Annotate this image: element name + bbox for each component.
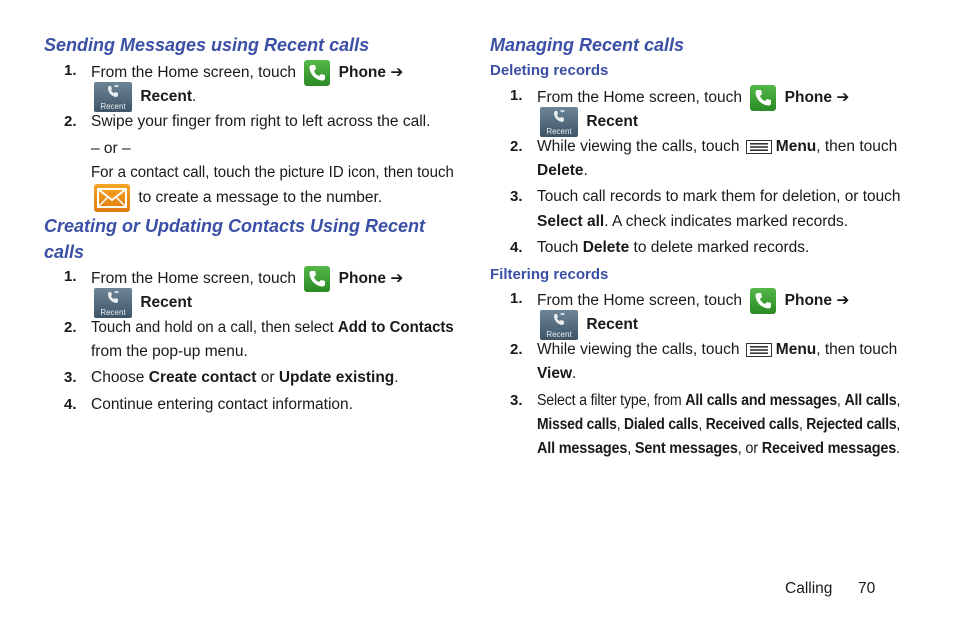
footer-section-label: Calling <box>785 580 833 597</box>
section-title-managing: Managing Recent calls <box>490 35 685 55</box>
message-envelope-icon <box>94 184 130 212</box>
or-separator: – or – <box>91 140 131 157</box>
phone-label: Phone ➔ <box>338 64 404 82</box>
step-text: For a contact call, touch the picture ID icon, then touch <box>91 164 454 181</box>
step-number: 3. <box>510 392 523 409</box>
step-text: Select a filter type, from All calls and messages, All calls, <box>537 392 901 409</box>
phone-label: Phone ➔ <box>338 270 404 288</box>
phone-label: Phone ➔ <box>784 292 850 310</box>
step-number: 1. <box>64 268 77 285</box>
step-number: 1. <box>510 87 523 104</box>
step-text: Recent Recent. <box>94 82 196 112</box>
phone-icon <box>304 266 330 292</box>
step-text: From the Home screen, touch Phone ➔ <box>91 266 403 292</box>
step-text: While viewing the calls, touch Menu, then touch <box>537 341 898 358</box>
recent-label: Recent <box>586 316 638 334</box>
recent-calls-icon: Recent <box>94 288 132 318</box>
step-text: to create a message to the number. <box>94 184 382 212</box>
step-number: 3. <box>510 188 523 205</box>
menu-icon <box>746 343 772 357</box>
step-text: Choose Create contact or Update existing. <box>91 369 399 386</box>
step-text <box>540 107 638 137</box>
step-number: 2. <box>64 319 77 336</box>
recent-label: Recent <box>140 294 192 312</box>
phone-icon <box>750 288 776 314</box>
phone-icon <box>304 60 330 86</box>
recent-calls-icon: Recent <box>540 107 578 137</box>
step-text: All messages, Sent messages, or Received messages. <box>537 440 900 457</box>
subsection-title-deleting: Deleting records <box>490 62 609 79</box>
phone-label: Phone ➔ <box>784 89 850 107</box>
step-text: Continue entering contact information. <box>91 396 353 413</box>
step-number: 4. <box>64 396 77 413</box>
phone-icon <box>750 85 776 111</box>
step-text: While viewing the calls, touch Menu, then touch <box>537 138 898 155</box>
step-number: 1. <box>510 290 523 307</box>
menu-label: Menu <box>775 341 817 358</box>
recent-calls-icon: Recent <box>94 82 132 112</box>
menu-label: Menu <box>775 138 817 155</box>
step-text: From the Home screen, touch Phone ➔ <box>537 85 849 111</box>
step-number: 2. <box>510 341 523 358</box>
menu-icon <box>746 140 772 154</box>
step-number: 2. <box>510 138 523 155</box>
step-text: View. <box>537 365 577 382</box>
step-text <box>94 288 192 318</box>
step-text: Touch Delete to delete marked records. <box>537 239 810 256</box>
section-title-creating-contacts: Creating or Updating Contacts Using Recent <box>44 216 426 236</box>
section-title-sending-messages: Sending Messages using Recent calls <box>44 35 370 55</box>
page-number: 70 <box>858 580 876 597</box>
step-text: Touch and hold on a call, then select Add to Contacts <box>91 319 454 336</box>
step-text: From the Home screen, touch Phone ➔ <box>91 60 403 86</box>
step-text <box>540 310 638 340</box>
section-title-creating-contacts-cont: calls <box>44 242 85 262</box>
step-number: 2. <box>64 113 77 130</box>
step-text: Select all. A check indicates marked records. <box>537 213 849 230</box>
subsection-title-filtering: Filtering records <box>490 266 609 283</box>
step-number: 4. <box>510 239 523 256</box>
step-text: Missed calls, Dialed calls, Received calls, Rejected calls, <box>537 416 901 433</box>
recent-label: Recent <box>140 88 192 106</box>
step-text: from the pop-up menu. <box>91 343 248 360</box>
step-number: 1. <box>64 62 77 79</box>
recent-calls-icon: Recent <box>540 310 578 340</box>
step-text: Swipe your finger from right to left across the call. <box>91 113 431 130</box>
recent-label: Recent <box>586 113 638 131</box>
step-number: 3. <box>64 369 77 386</box>
step-text: Touch call records to mark them for deletion, or touch <box>537 188 901 205</box>
step-text: Delete. <box>537 162 588 179</box>
step-text: From the Home screen, touch Phone ➔ <box>537 288 849 314</box>
